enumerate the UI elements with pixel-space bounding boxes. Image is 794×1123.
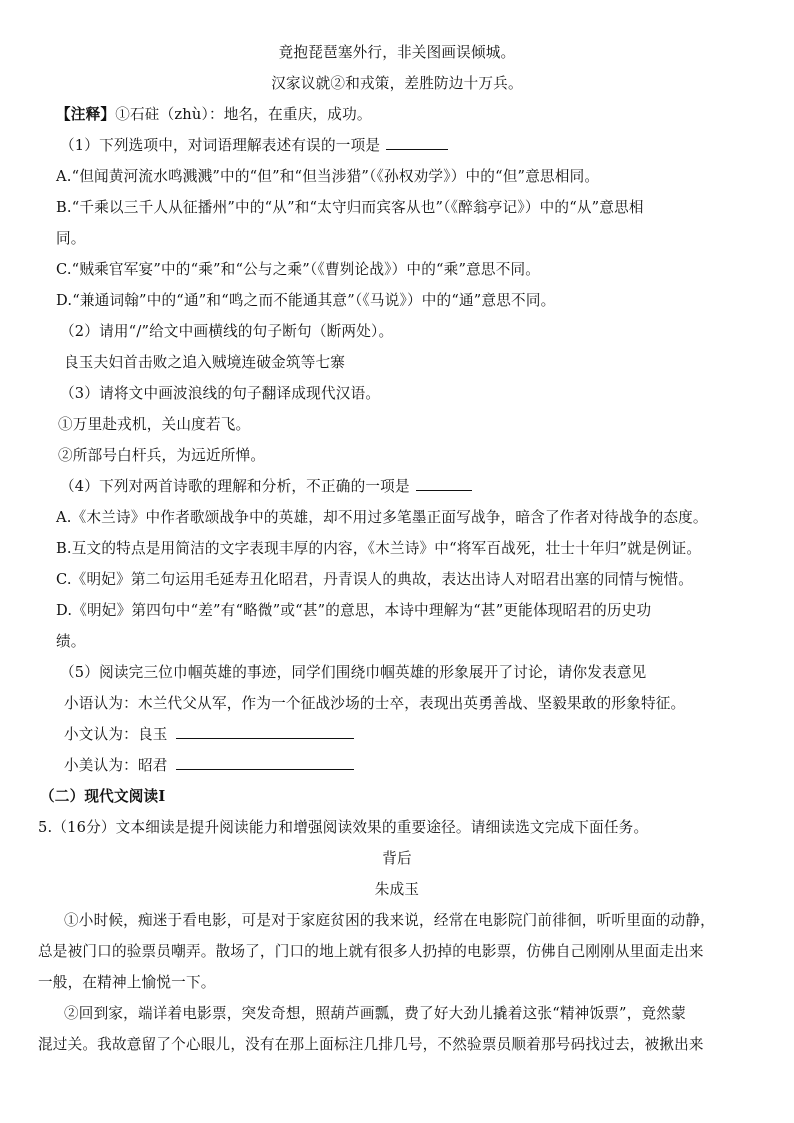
q4-stem (60, 476, 472, 498)
q1-option-a: A.“但闻黄河流水鸣溅溅”中的“但”和“但当涉猎”（《孙权劝学》）中的“但”意思相同。 (56, 168, 600, 185)
xiaomei-label: 小美认为：昭君 (64, 757, 168, 774)
passage-p2-line1: ②回到家，端详着电影票，突发奇想，照葫芦画瓢，费了好大劲儿撬着这张“精神饭票”，竟然蒙 (64, 1005, 686, 1022)
q5-xiaoyu: 小语认为：木兰代父从军，作为一个征战沙场的士卒，表现出英勇善战、坚毅果敢的形象特征。 (64, 695, 686, 712)
q4-option-a: A.《木兰诗》中作者歌颂战争中的英雄，却不用过多笔墨正面写战争，暗含了作者对待战争的态度。 (56, 509, 708, 526)
passage-p1-line1: ①小时候，痴迷于看电影，可是对于家庭贫困的我来说，经常在电影院门前徘徊，听听里面的动静， (64, 912, 715, 929)
xiaowen-label: 小文认为：良玉 (64, 726, 168, 743)
xiaowen-answer-line[interactable] (176, 724, 354, 739)
q1-option-b-line2: 同。 (56, 230, 86, 247)
q1-option-d: D.“兼通词翰”中的“通”和“鸣之而不能通其意”（《马说》）中的“通”意思不同。 (56, 292, 556, 309)
q2-stem: （2）请用“/”给文中画横线的句子断句（断两处）。 (60, 323, 394, 340)
passage-p2-line2: 混过关。我故意留了个心眼儿，没有在那上面标注几排几号，不然验票员顺着那号码找过去，被揪出来 (38, 1036, 704, 1053)
q1-option-c: C.“贼乘官军宴”中的“乘”和“公与之乘”（《曹刿论战》）中的“乘”意思不同。 (56, 261, 541, 278)
passage-author: 朱成玉 (374, 881, 420, 898)
section-heading: （二）现代文阅读Ⅰ (40, 788, 166, 805)
poem-line-2: 汉家议就②和戎策，差胜防边十万兵。 (271, 75, 523, 92)
q5-xiaomei (64, 755, 354, 777)
q3-sentence-1: ①万里赴戎机，关山度若飞。 (58, 416, 251, 433)
q1-stem (60, 135, 448, 157)
q3-stem: （3）请将文中画波浪线的句子翻译成现代汉语。 (60, 385, 381, 402)
q2-sentence: 良玉夫妇首击败之追入贼境连破金筑等七寨 (64, 354, 346, 371)
passage-p1-line3: 一般，在精神上愉悦一下。 (38, 974, 216, 991)
q4-option-b: B.互文的特点是用简洁的文字表现丰厚的内容，《木兰诗》中“将军百战死，壮士十年归”就是例证。 (56, 540, 702, 557)
q4-option-c: C.《明妃》第二句运用毛延寿丑化昭君，丹青误人的典故，表达出诗人对昭君出塞的同情与惋惜。 (56, 571, 694, 588)
q4-option-d-line1: D.《明妃》第四句中“差”有“略微”或“甚”的意思，本诗中理解为“甚”更能体现昭君的历史功 (56, 602, 652, 619)
q3-sentence-2: ②所部号白杆兵，为远近所惮。 (58, 447, 266, 464)
poem-line-1: 竟抱琵琶塞外行，非关图画误倾城。 (278, 44, 516, 61)
q4-stem-text: （4）下列对两首诗歌的理解和分析，不正确的一项是 (60, 478, 410, 495)
q4-option-d-line2: 绩。 (56, 633, 86, 650)
note-bracket: 【注释】 (56, 106, 116, 123)
passage-p1-line2: 总是被门口的验票员嘲弄。散场了，门口的地上就有很多人扔掉的电影票，仿佛自己刚刚从里面走出来 (38, 943, 704, 960)
q1-option-b-line1: B.“千乘以三千人从征播州”中的“从”和“太守归而宾客从也”（《醉翁亭记》）中的“从”意思相 (56, 199, 644, 216)
q1-stem-text: （1）下列选项中，对词语理解表述有误的一项是 (60, 137, 381, 154)
q5-xiaowen (64, 724, 354, 746)
q1-answer-blank[interactable] (386, 135, 448, 150)
q5-intro: 5.（16分）文本细读是提升阅读能力和增强阅读效果的重要途径。请细读选文完成下面任务。 (38, 819, 649, 836)
q5-stem: （5）阅读完三位巾帼英雄的事迹，同学们围绕巾帼英雄的形象展开了讨论，请你发表意见 (60, 664, 647, 681)
q4-answer-blank[interactable] (416, 476, 472, 491)
passage-title: 背后 (382, 850, 412, 867)
xiaomei-answer-line[interactable] (176, 755, 354, 770)
note-text: ①石砫（zhù）：地名，在重庆，成功。 (115, 106, 372, 123)
annotation-note (56, 104, 372, 126)
